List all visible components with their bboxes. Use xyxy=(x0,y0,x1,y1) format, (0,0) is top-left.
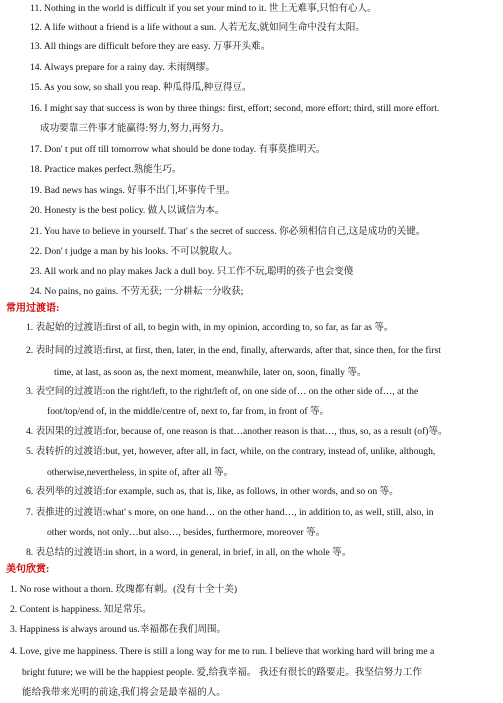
sentence-line: 4. Love, give me happiness. There is still a long way for me to run. I believe that working hard will bring me a xyxy=(10,646,435,657)
transition-line: 3. 表空间的过渡语:on the right/left, to the right/left of, on one side of… on the other side of…, at the xyxy=(26,386,419,397)
proverb-line: 成功要靠三件事才能赢得:努力,努力,再努力。 xyxy=(40,123,230,134)
sentence-line: 3. Happiness is always around us.幸福都在我们周围。 xyxy=(10,624,227,635)
proverb-line: 24. No pains, no gains. 不劳无获; 一分耕耘一分收获; xyxy=(30,286,244,297)
transitions-heading: 常用过渡语: xyxy=(6,303,60,314)
transition-line: 7. 表推进的过渡语:what' s more, on one hand… on the other hand…, in addition to, as well, still, also, in xyxy=(26,507,434,518)
proverb-line: 14. Always prepare for a rainy day. 未雨绸缪。 xyxy=(30,62,216,73)
proverb-line: 18. Practice makes perfect.熟能生巧。 xyxy=(30,164,182,175)
transition-line: 4. 表因果的过渡语:for, because of, one reason is that…another reason is that…, thus, so, as a result (of)等。 xyxy=(26,426,448,437)
proverb-line: 13. All things are difficult before they are easy. 万事开头难。 xyxy=(30,41,271,52)
transition-line: 6. 表列举的过渡语:for example, such as, that is, like, as follows, in other words, and so on 等。 xyxy=(26,486,399,497)
proverb-line: 22. Don' t judge a man by his looks. 不可以貌取人。 xyxy=(30,246,238,257)
proverb-line: 21. You have to believe in yourself. That' s the secret of success. 你必须相信自己,这是成功的关键。 xyxy=(30,226,426,237)
transition-line: 8. 表总结的过渡语:in short, in a word, in general, in brief, in all, on the whole 等。 xyxy=(26,547,352,558)
sentences-heading: 美句欣赏: xyxy=(6,564,50,575)
transition-line: other words, not only…but also…, besides, furthermore, moreover 等。 xyxy=(47,527,326,538)
proverb-line: 16. I might say that success is won by three things: first, effort; second, more effort; third, still more effort. xyxy=(30,103,440,114)
transition-line: foot/top/end of, in the middle/centre of, next to, far from, in front of 等。 xyxy=(47,406,330,417)
proverb-line: 17. Don' t put off till tomorrow what should be done today. 有事莫推明天。 xyxy=(30,144,326,155)
sentence-line: bright future; we will be the happiest people. 爱,给我幸福。 我还有很长的路要走。我坚信努力工作 xyxy=(22,667,422,678)
proverb-line: 20. Honesty is the best policy. 做人以诚信为本。 xyxy=(30,205,225,216)
sentence-line: 1. No rose without a thorn. 玫瑰都有刺。(没有十全十美) xyxy=(10,584,238,595)
proverb-line: 19. Bad news has wings. 好事不出门,坏事传千里。 xyxy=(30,185,236,196)
transition-line: 1. 表起始的过渡语:first of all, to begin with, in my opinion, according to, so far, as far as 等。 xyxy=(26,322,394,333)
transition-line: time, at last, as soon as, the next moment, meanwhile, later on, soon, finally 等。 xyxy=(54,367,367,378)
proverb-line: 15. As you sow, so shall you reap. 种瓜得瓜,种豆得豆。 xyxy=(30,82,252,93)
sentence-line: 2. Content is happiness. 知足常乐。 xyxy=(10,604,152,615)
transition-line: otherwise,nevertheless, in spite of, after all 等。 xyxy=(47,467,234,478)
sentence-line: 能给我带来光明的前途,我们将会是最幸福的人。 xyxy=(22,687,226,698)
proverb-line: 11. Nothing in the world is difficult if you set your mind to it. 世上无难事,只怕有心人。 xyxy=(30,3,377,14)
proverb-line: 23. All work and no play makes Jack a dull boy. 只工作不玩,聪明的孩子也会变傻 xyxy=(30,266,354,277)
transition-line: 2. 表时间的过渡语:first, at first, then, later, in the end, finally, afterwards, after that, since then, for the first xyxy=(26,345,441,356)
proverb-line: 12. A life without a friend is a life without a sun. 人若无友,就如同生命中没有太阳。 xyxy=(30,22,365,33)
transition-line: 5. 表转折的过渡语:but, yet, however, after all, in fact, while, on the contrary, instead of, unlike, although, xyxy=(26,446,436,457)
